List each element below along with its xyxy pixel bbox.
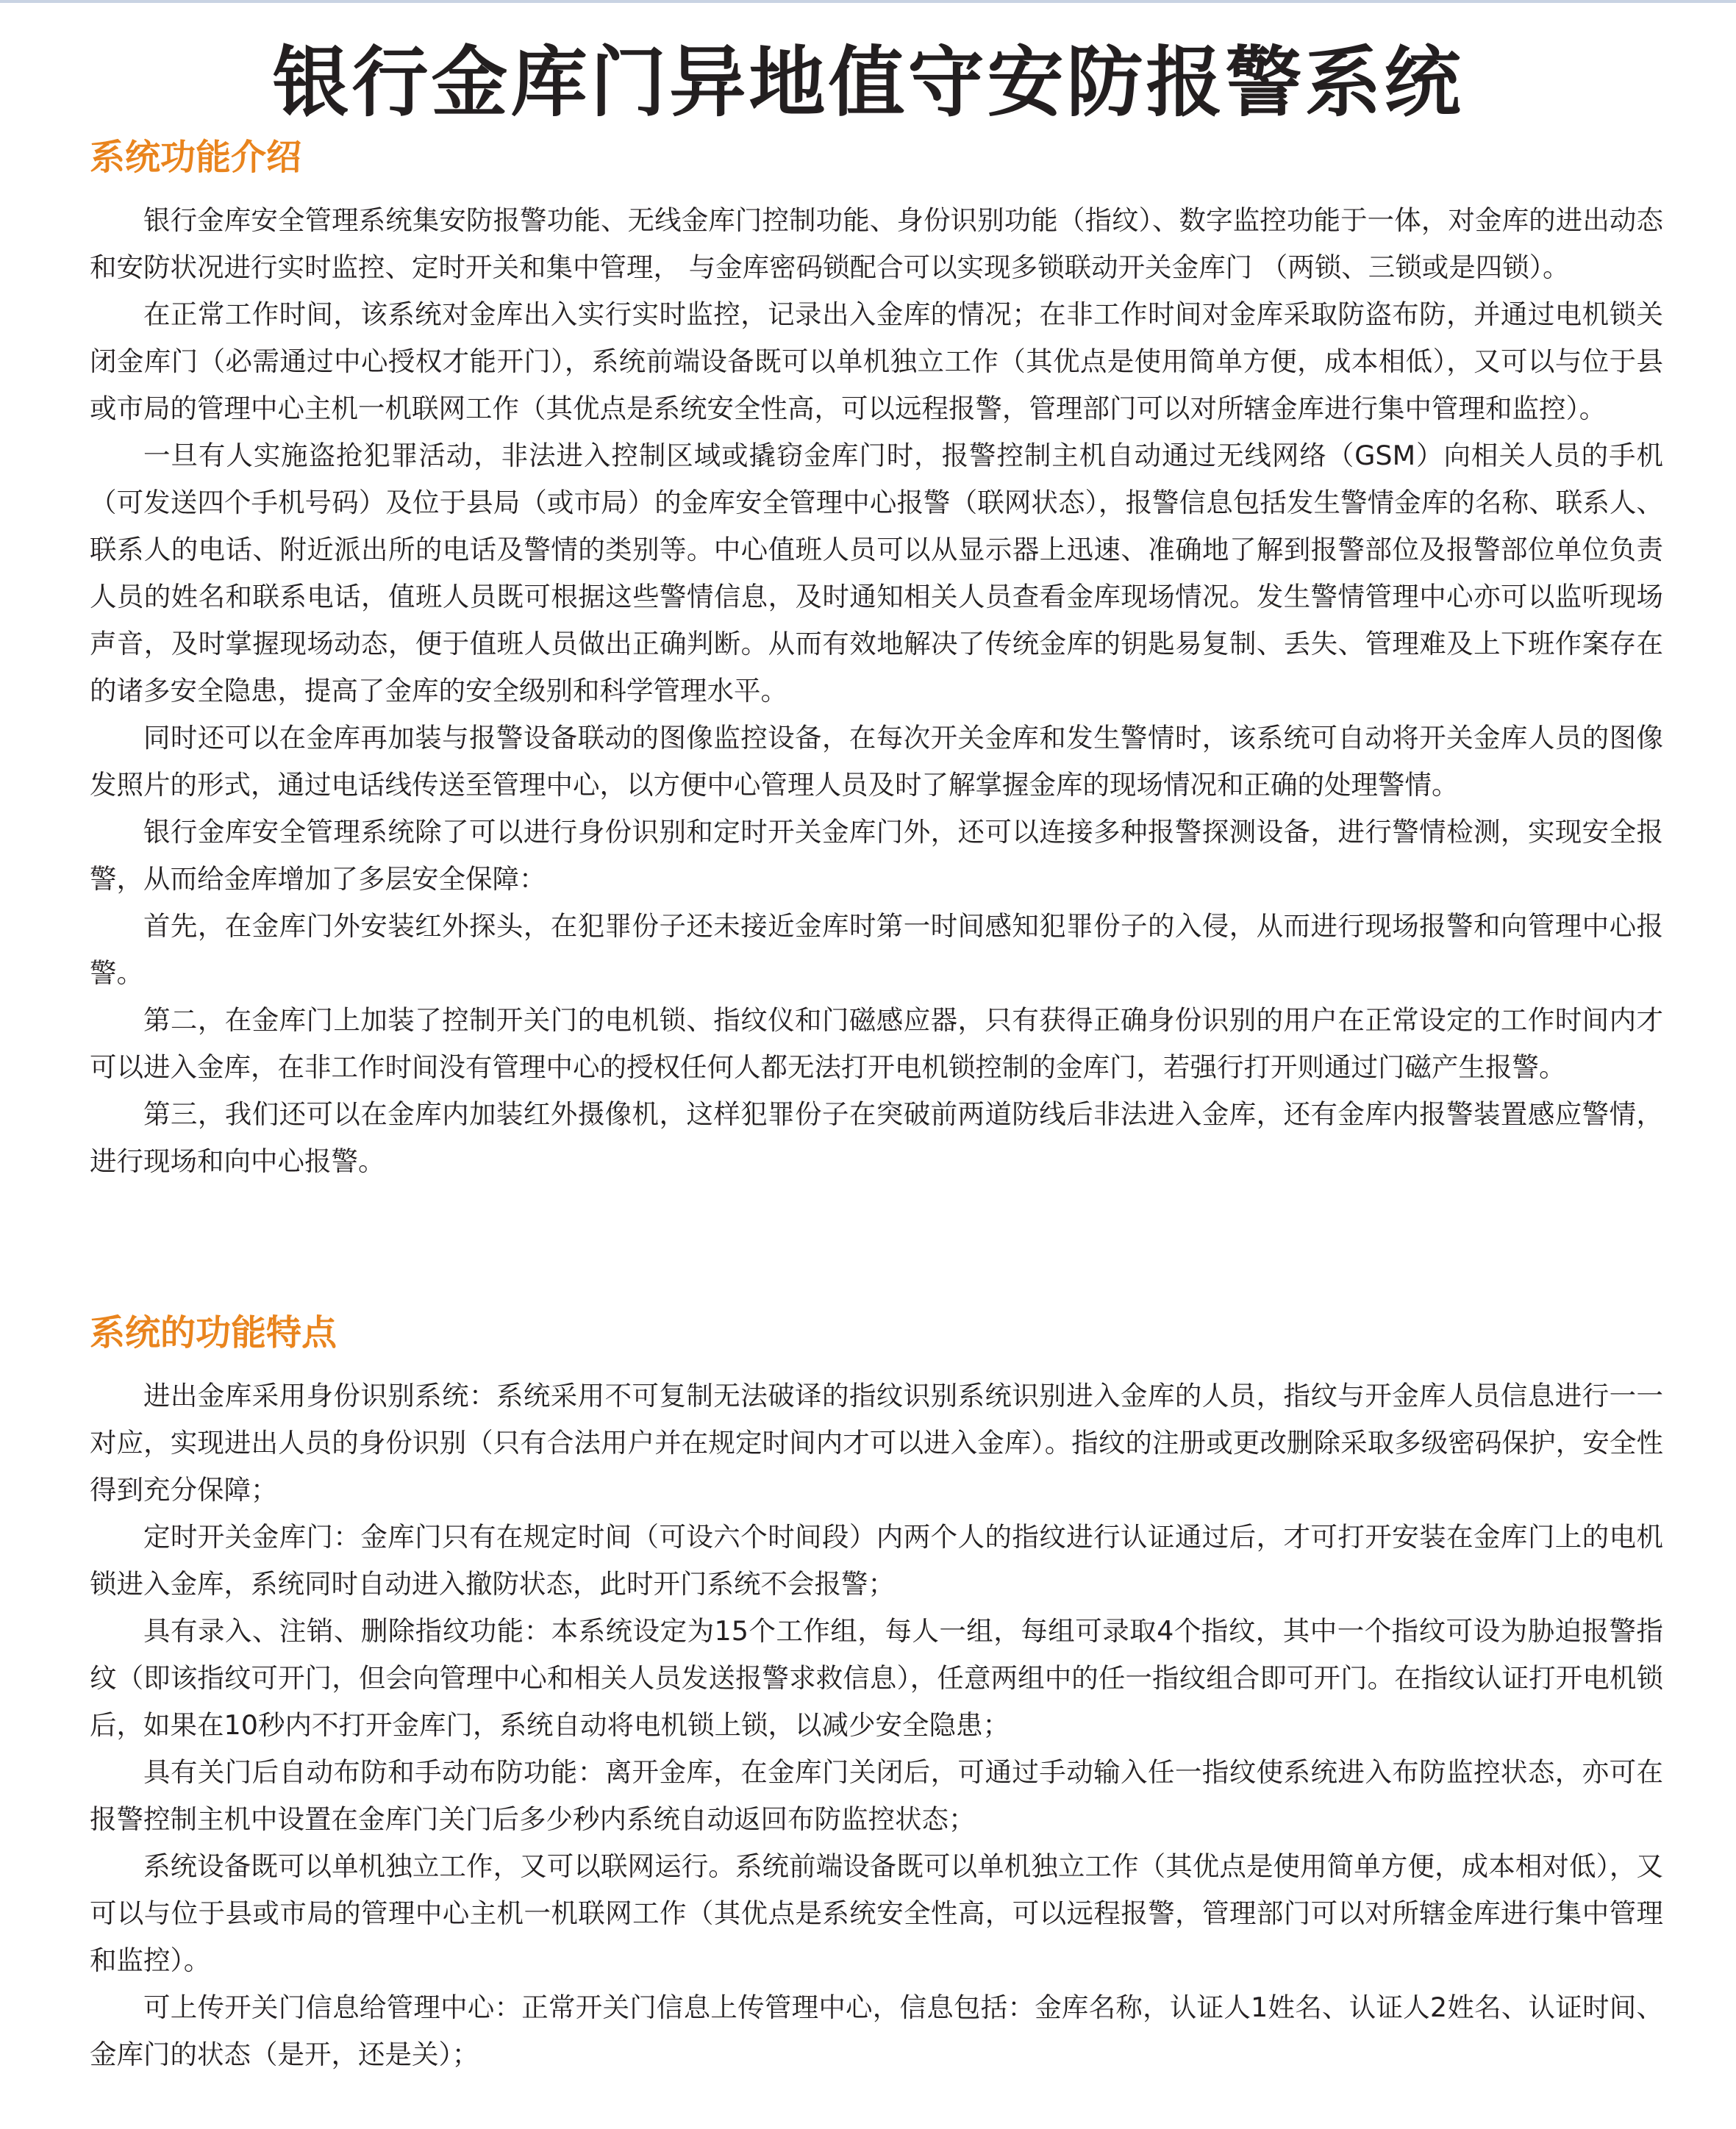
paragraph: 一旦有人实施盗抢犯罪活动，非法进入控制区域或撬窃金库门时，报警控制主机自动通过无线网络（GSM）向相关人员的手机（可发送四个手机号码）及位于县局（或市局）的金库安全管理中心报警（联网状态），报警信息包括发生警情金库的名称、联系人、联系人的电话、附近派出所的电话及警情的类别等。中心值班人员可以从显示器上迅速、准确地了解到报警部位及报警部位单位负责人员的姓名和联系电话，值班人员既可根据这些警情信息，及时通知相关人员查看金库现场情况。发生警情管理中心亦可以监听现场声音，及时掌握现场动态，便于值班人员做出正确判断。从而有效地解决了传统金库的钥匙易复制、丢失、管理难及上下班作案存在的诸多安全隐患，提高了金库的安全级别和科学管理水平。 bbox=[90, 440, 1663, 706]
page-title: 银行金库门异地值守安防报警系统 bbox=[272, 37, 1464, 127]
paragraph: 系统设备既可以单机独立工作，又可以联网运行。系统前端设备既可以单机独立工作（其优点是使用简单方便，成本相对低），又可以与位于县或市局的管理中心主机一机联网工作（其优点是系统安全性高，可以远程报警，管理部门可以对所辖金库进行集中管理和监控）。 bbox=[90, 1850, 1663, 1976]
section-heading: 系统功能介绍 bbox=[90, 137, 302, 178]
paragraph: 首先，在金库门外安装红外探头，在犯罪份子还未接近金库时第一时间感知犯罪份子的入侵，从而进行现场报警和向管理中心报警。 bbox=[90, 910, 1663, 989]
paragraph: 第三，我们还可以在金库内加装红外摄像机，这样犯罪份子在突破前两道防线后非法进入金库，还有金库内报警装置感应警情，进行现场和向中心报警。 bbox=[90, 1098, 1663, 1177]
section-function-features bbox=[90, 1305, 1663, 2078]
paragraph: 进出金库采用身份识别系统：系统采用不可复制无法破译的指纹识别系统识别进入金库的人员，指纹与开金库人员信息进行一一对应，实现进出人员的身份识别（只有合法用户并在规定时间内才可以进入金库）。指纹的注册或更改删除采取多级密码保护，安全性得到充分保障； bbox=[90, 1380, 1663, 1506]
paragraph: 具有录入、注销、删除指纹功能：本系统设定为15个工作组，每人一组，每组可录取4个指纹，其中一个指纹可设为胁迫报警指纹（即该指纹可开门，但会向管理中心和相关人员发送报警求救信息），任意两组中的任一指纹组合即可开门。在指纹认证打开电机锁后，如果在10秒内不打开金库门，系统自动将电机锁上锁，以减少安全隐患； bbox=[90, 1615, 1663, 1741]
paragraph: 具有关门后自动布防和手动布防功能：离开金库，在金库门关闭后，可通过手动输入任一指纹使系统进入布防监控状态，亦可在报警控制主机中设置在金库门关门后多少秒内系统自动返回布防监控状态； bbox=[90, 1756, 1663, 1835]
paragraph: 可上传开关门信息给管理中心：正常开关门信息上传管理中心，信息包括：金库名称，认证人1姓名、认证人2姓名、认证时间、金库门的状态（是开，还是关）； bbox=[90, 1992, 1663, 2070]
section-function-intro bbox=[90, 129, 1663, 1185]
paragraph: 银行金库安全管理系统除了可以进行身份识别和定时开关金库门外，还可以连接多种报警探测设备，进行警情检测，实现安全报警，从而给金库增加了多层安全保障： bbox=[90, 816, 1663, 895]
section-heading: 系统的功能特点 bbox=[90, 1312, 337, 1353]
paragraph: 同时还可以在金库再加装与报警设备联动的图像监控设备，在每次开关金库和发生警情时，该系统可自动将开关金库人员的图像发照片的形式，通过电话线传送至管理中心，以方便中心管理人员及时了解掌握金库的现场情况和正确的处理警情。 bbox=[90, 722, 1663, 801]
paragraph: 第二，在金库门上加装了控制开关门的电机锁、指纹仪和门磁感应器，只有获得正确身份识别的用户在正常设定的工作时间内才可以进入金库，在非工作时间没有管理中心的授权任何人都无法打开电机锁控制的金库门，若强行打开则通过门磁产生报警。 bbox=[90, 1004, 1663, 1083]
paragraph: 在正常工作时间，该系统对金库出入实行实时监控，记录出入金库的情况；在非工作时间对金库采取防盗布防，并通过电机锁关闭金库门（必需通过中心授权才能开门），系统前端设备既可以单机独立工作（其优点是使用简单方便，成本相低），又可以与位于县或市局的管理中心主机一机联网工作（其优点是系统安全性高，可以远程报警，管理部门可以对所辖金库进行集中管理和监控）。 bbox=[90, 298, 1663, 424]
paragraph: 定时开关金库门：金库门只有在规定时间（可设六个时间段）内两个人的指纹进行认证通过后，才可打开安装在金库门上的电机锁进入金库，系统同时自动进入撤防状态，此时开门系统不会报警； bbox=[90, 1521, 1663, 1600]
paragraph: 银行金库安全管理系统集安防报警功能、无线金库门控制功能、身份识别功能（指纹）、数字监控功能于一体，对金库的进出动态和安防状况进行实时监控、定时开关和集中管理， 与金库密码锁配合可以实现多锁联动开关金库门 （两锁、三锁或是四锁）。 bbox=[90, 204, 1663, 283]
